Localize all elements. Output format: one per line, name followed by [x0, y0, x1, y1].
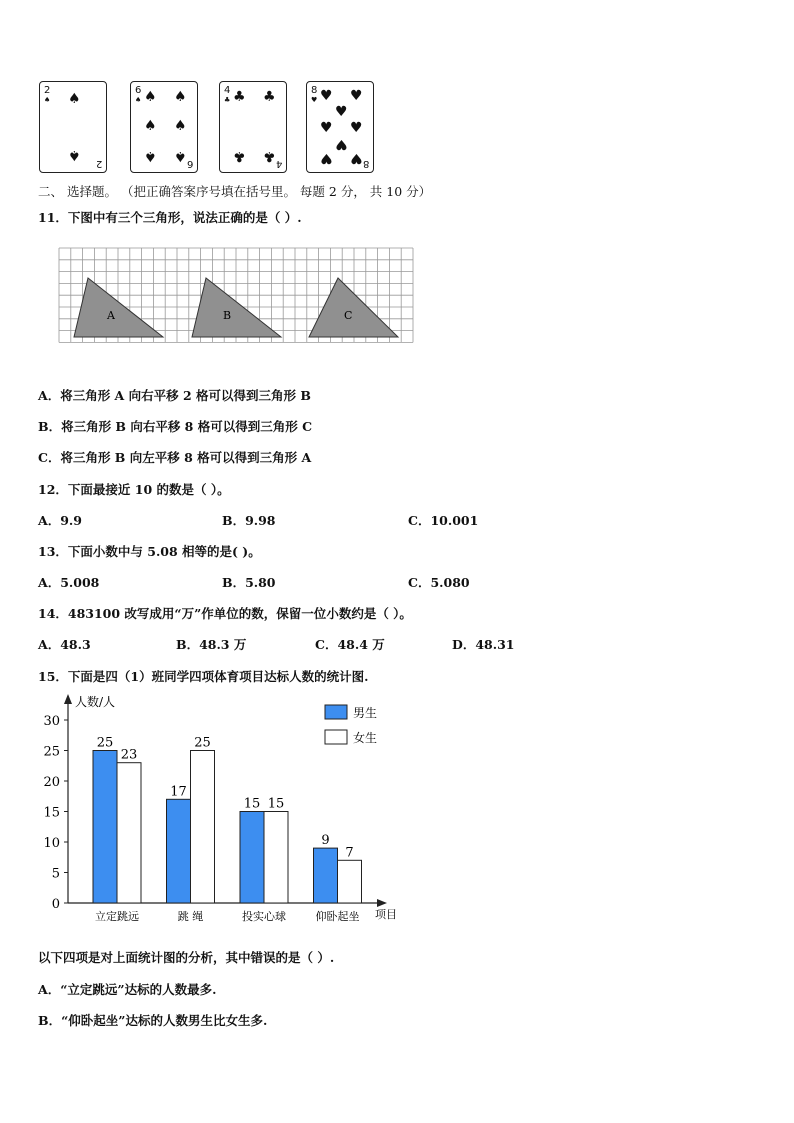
heart-icon: ♥ — [350, 150, 363, 166]
y-tick-label: 15 — [43, 805, 60, 821]
q11-option-c: C．将三角形 B 向左平移 8 格可以得到三角形 A — [38, 450, 312, 465]
y-tick-label: 0 — [51, 897, 60, 912]
club-icon: ♣ — [224, 96, 231, 104]
heart-icon: ♥ — [320, 150, 333, 166]
q15-option-a: A．“立定跳远”达标的人数最多. — [38, 982, 217, 997]
question-11-stem: 11．下图中有三个三角形，说法正确的是（ ）. — [38, 210, 302, 225]
triangle-a — [74, 278, 163, 337]
q13-option-b: B．5.80 — [222, 575, 276, 590]
legend — [325, 705, 377, 745]
q11-option-a: A．将三角形 A 向右平移 2 格可以得到三角形 B — [38, 388, 311, 403]
playing-card-6-spades — [130, 81, 198, 173]
spade-icon: ♠ — [68, 91, 81, 107]
club-icon: ♣ — [263, 148, 276, 164]
spade-icon: ♠ — [174, 89, 187, 105]
bar-value-label: 7 — [345, 845, 354, 861]
question-13-stem: 13．下面小数中与 5.08 相等的是( )。 — [38, 544, 261, 559]
bar-value-label: 15 — [243, 796, 261, 812]
bar-girls — [117, 763, 141, 903]
bars — [93, 751, 362, 904]
club-icon: ♣ — [233, 89, 246, 105]
x-tick-label: 投实心球 — [242, 910, 286, 923]
triangle-label-a: A — [107, 309, 115, 322]
legend-label-boys: 男生 — [353, 706, 378, 720]
q13-option-a: A．5.008 — [38, 575, 100, 590]
bar-value-label: 15 — [267, 796, 285, 812]
spade-icon: ♠ — [144, 118, 157, 134]
q11-option-b: B．将三角形 B 向右平移 8 格可以得到三角形 C — [38, 419, 313, 434]
y-tick-label: 5 — [51, 866, 60, 882]
x-tick-label: 仰卧起坐 — [315, 910, 360, 923]
bar-value-label: 25 — [96, 735, 114, 751]
card-rank: 8 — [362, 158, 369, 169]
q12-option-c: C．10.001 — [408, 513, 479, 528]
heart-icon: ♥ — [311, 96, 318, 104]
heart-icon: ♥ — [320, 120, 333, 136]
triangle-c — [309, 278, 398, 337]
bar-boys — [93, 751, 117, 904]
playing-card-2-spades — [39, 81, 107, 173]
q13-option-c: C．5.080 — [408, 575, 470, 590]
y-axis-label: 人数/人 — [75, 695, 116, 709]
q14-option-d: D．48.31 — [452, 637, 515, 652]
x-tick-label: 跳 绳 — [177, 910, 204, 923]
spade-icon: ♠ — [174, 148, 187, 164]
bar-value-label: 17 — [170, 784, 187, 800]
x-axis-arrow — [377, 899, 387, 907]
spade-icon: ♠ — [144, 148, 157, 164]
playing-card-4-clubs — [219, 81, 287, 173]
q15-analysis-stem: 以下四项是对上面统计图的分析，其中错误的是（ ）. — [38, 950, 335, 965]
heart-icon: ♥ — [335, 136, 348, 152]
spade-icon: ♠ — [68, 147, 81, 163]
legend-swatch-boys — [325, 705, 347, 719]
heart-icon: ♥ — [350, 88, 363, 104]
club-icon: ♣ — [263, 89, 276, 105]
triangle-grid-figure — [58, 247, 414, 353]
y-tick-label: 25 — [43, 744, 60, 760]
bar-boys — [240, 812, 264, 904]
bar-boys — [167, 799, 191, 903]
legend-label-girls: 女生 — [353, 731, 378, 745]
q14-option-c: C．48.4 万 — [315, 637, 385, 652]
card-rank: 4 — [224, 85, 231, 96]
card-rank: 2 — [44, 85, 51, 96]
x-tick-label: 立定跳远 — [95, 910, 139, 923]
triangle-label-b: B — [223, 309, 232, 322]
y-tick-label: 20 — [43, 775, 60, 790]
q12-option-b: B．9.98 — [222, 513, 276, 528]
bar-girls — [191, 751, 215, 904]
card-rank: 2 — [95, 158, 102, 169]
card-rank: 6 — [135, 85, 142, 96]
y-tick-label: 30 — [43, 714, 60, 729]
bar-value-label: 25 — [194, 735, 211, 751]
q12-option-a: A．9.9 — [38, 513, 82, 528]
bar-girls — [264, 812, 288, 904]
bar-boys — [314, 848, 338, 903]
card-rank: 4 — [275, 158, 282, 169]
heart-icon: ♥ — [350, 120, 363, 136]
q14-option-b: B．48.3 万 — [176, 637, 247, 652]
card-rank: 6 — [186, 158, 193, 169]
spade-icon: ♠ — [135, 96, 142, 104]
club-icon: ♣ — [233, 148, 246, 164]
card-rank: 8 — [311, 85, 318, 96]
question-14-stem: 14．483100 改写成用“万”作单位的数，保留一位小数约是（ ）。 — [38, 606, 412, 621]
question-15-stem: 15．下面是四（1）班同学四项体育项目达标人数的统计图. — [38, 669, 369, 684]
bar-value-label: 23 — [120, 747, 138, 763]
q15-option-b: B．“仰卧起坐”达标的人数男生比女生多. — [38, 1013, 268, 1028]
bar-chart — [30, 690, 410, 930]
heart-icon: ♥ — [320, 88, 333, 104]
bar-girls — [338, 860, 362, 903]
question-12-stem: 12．下面最接近 10 的数是（ ）。 — [38, 482, 230, 497]
x-axis-label: 项目 — [375, 908, 397, 921]
x-ticks — [95, 909, 360, 923]
triangle-b — [192, 278, 281, 337]
spade-icon: ♠ — [174, 118, 187, 134]
legend-swatch-girls — [325, 730, 347, 744]
y-tick-label: 10 — [43, 836, 60, 851]
section-heading: 二、 选择题。 （把正确答案序号填在括号里。 每题 2 分， 共 10 分） — [38, 184, 432, 199]
playing-card-8-hearts — [306, 81, 374, 173]
q14-option-a: A．48.3 — [38, 637, 91, 652]
y-ticks — [43, 714, 68, 912]
y-axis-arrow — [64, 694, 72, 704]
bar-value-label: 9 — [321, 833, 330, 849]
spade-icon: ♠ — [144, 89, 157, 105]
triangle-label-c: C — [344, 309, 353, 322]
spade-icon: ♠ — [44, 96, 51, 104]
heart-icon: ♥ — [335, 104, 348, 120]
